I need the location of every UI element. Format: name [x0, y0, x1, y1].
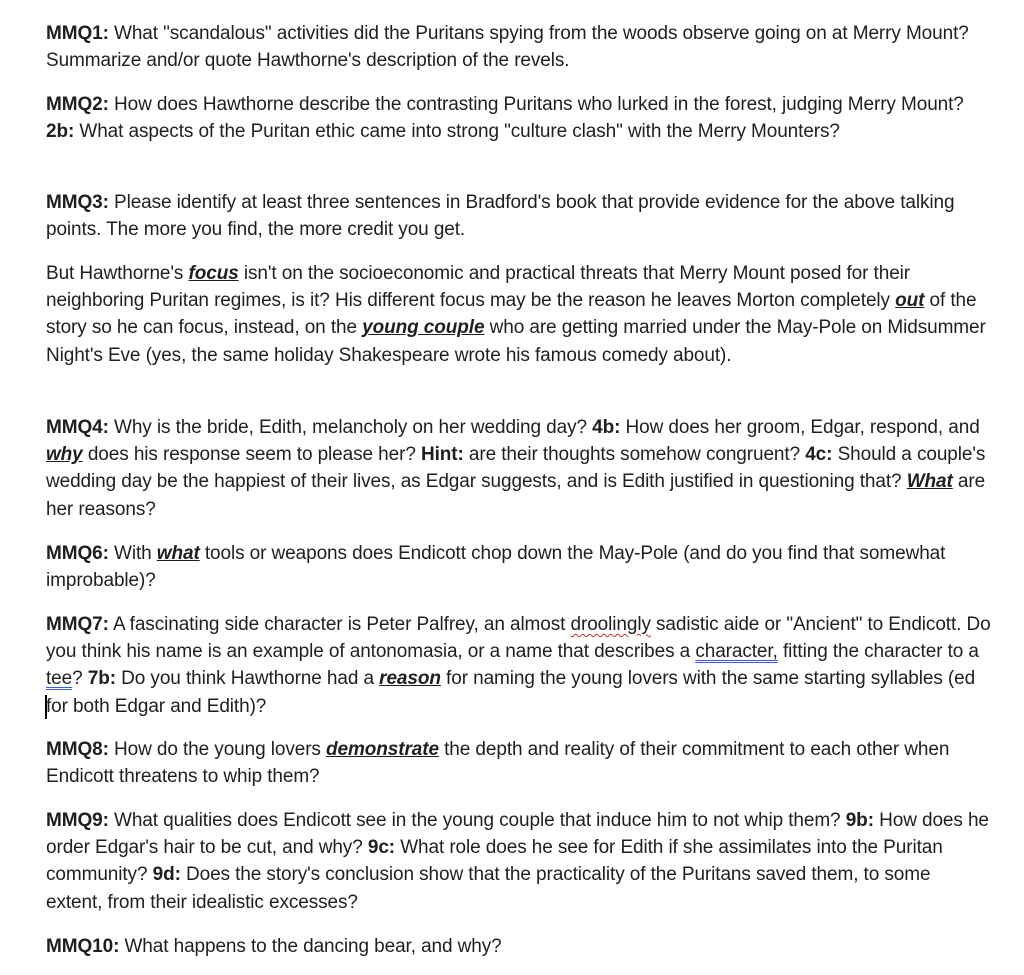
question-label: 9d:	[152, 864, 181, 886]
text-run: of the story so he can focus, instead, on the	[46, 290, 977, 339]
text-run: Does the story's conclusion show that the practicality of the Puritans saved them, to some extent, from their idealistic excesses?	[46, 864, 931, 913]
text-run: How does her groom, Edgar, respond, and	[620, 417, 980, 438]
question-label: 9b:	[845, 810, 874, 831]
paragraph-mmq4[interactable]	[46, 414, 991, 523]
question-label: MMQ1:	[46, 23, 109, 44]
text-run: What "scandalous" activities did the Puritans spying from the woods observe going on at Merry Mount? Summarize and/or quote Hawthorne's description of the revels.	[46, 23, 969, 72]
paragraph-focus[interactable]	[46, 260, 991, 369]
paragraph-mmq7[interactable]	[46, 611, 991, 720]
text-run: Why is the bride, Edith, melancholy on her wedding day?	[108, 417, 593, 438]
emphasized-word: what	[156, 543, 200, 564]
spelling-flag[interactable]: droolingly	[570, 614, 651, 635]
question-label: 9c:	[367, 837, 396, 859]
text-run: But Hawthorne's	[46, 263, 189, 284]
text-run: the depth and reality of their commitment to each other when Endicott threatens to whip them?	[46, 739, 950, 788]
grammar-flag[interactable]: tee	[46, 668, 73, 690]
question-label: Hint:	[420, 444, 464, 466]
text-run: What aspects of the Puritan ethic came into strong "culture clash" with the Merry Mounters?	[74, 121, 840, 143]
emphasized-word: What	[906, 471, 953, 493]
emphasized-word: out	[895, 290, 925, 312]
emphasized-word: why	[46, 444, 83, 466]
text-run: A fascinating side character is Peter Palfrey, an almost	[108, 614, 571, 635]
text-run: Should a couple's wedding day be the happiest of their lives, as Edgar suggests, and is Edith justified in questioning that?	[46, 444, 986, 493]
paragraph-mmq10[interactable]	[46, 933, 991, 960]
question-label: MMQ9:	[46, 810, 109, 831]
question-label: MMQ10:	[46, 936, 120, 957]
text-run: are her reasons?	[46, 471, 986, 520]
question-label: MMQ7:	[46, 614, 109, 635]
text-run: sadistic aide or "Ancient" to Endicott. Do you think his name is an example of antonomasia, or a name that describes a	[46, 614, 991, 663]
question-label: 7b:	[87, 668, 116, 690]
grammar-flag[interactable]: character,	[695, 641, 778, 663]
text-run: for naming the young lovers with the same starting syllables (ed for both Edgar and Edith)?	[46, 668, 976, 717]
text-run: tools or weapons does Endicott chop down the May-Pole (and do you find that somewhat improbable)?	[46, 543, 946, 592]
text-run: How does he order Edgar's hair to be cut, and why?	[46, 810, 989, 859]
paragraph-mmq2[interactable]	[46, 91, 991, 145]
text-run: who are getting married under the May-Pole on Midsummer Night's Eve (yes, the same holiday Shakespeare wrote his famous comedy about).	[46, 317, 986, 366]
paragraph-mmq9[interactable]	[46, 807, 991, 916]
text-run: isn't on the socioeconomic and practical threats that Merry Mount posed for their neighboring Puritan regimes, is it? His different focus may be the reason he leaves Morton completely	[46, 263, 911, 312]
text-run: does his response seem to please her?	[82, 444, 421, 466]
question-label: MMQ6:	[46, 543, 109, 564]
emphasized-word: focus	[188, 263, 239, 284]
paragraph-mmq3[interactable]	[46, 189, 991, 243]
text-run: fitting the character to a	[777, 641, 979, 663]
question-label: MMQ2:	[46, 94, 109, 115]
paragraph-mmq8[interactable]	[46, 736, 991, 790]
text-cursor	[45, 695, 47, 719]
question-label: MMQ3:	[46, 192, 109, 213]
text-run: What role does he see for Edith if she assimilates into the Puritan community?	[46, 837, 943, 886]
question-label: MMQ4:	[46, 417, 109, 438]
text-run: How do the young lovers	[108, 739, 327, 760]
question-label: 4b:	[592, 417, 621, 438]
emphasized-word: young couple	[362, 317, 485, 339]
question-label: 4c:	[805, 444, 833, 466]
emphasized-word: demonstrate	[326, 739, 439, 760]
text-run: How does Hawthorne describe the contrasting Puritans who lurked in the forest, judging Merry Mount?	[108, 94, 964, 115]
text-run: What qualities does Endicott see in the young couple that induce him to not whip them?	[108, 810, 846, 831]
text-run: With	[108, 543, 157, 564]
text-run: ?	[72, 668, 88, 690]
text-run: Please identify at least three sentences in Bradford's book that provide evidence for the above talking points. The more you find, the more credit you get.	[46, 192, 955, 241]
text-run: What happens to the dancing bear, and why?	[119, 936, 502, 957]
question-label: 2b:	[46, 121, 75, 143]
text-run: are their thoughts somehow congruent?	[463, 444, 806, 466]
text-run: Do you think Hawthorne had a	[115, 668, 380, 690]
question-label: MMQ8:	[46, 739, 109, 760]
emphasized-word: reason	[379, 668, 441, 690]
paragraph-mmq6[interactable]	[46, 540, 991, 594]
paragraph-mmq1[interactable]	[46, 20, 991, 74]
